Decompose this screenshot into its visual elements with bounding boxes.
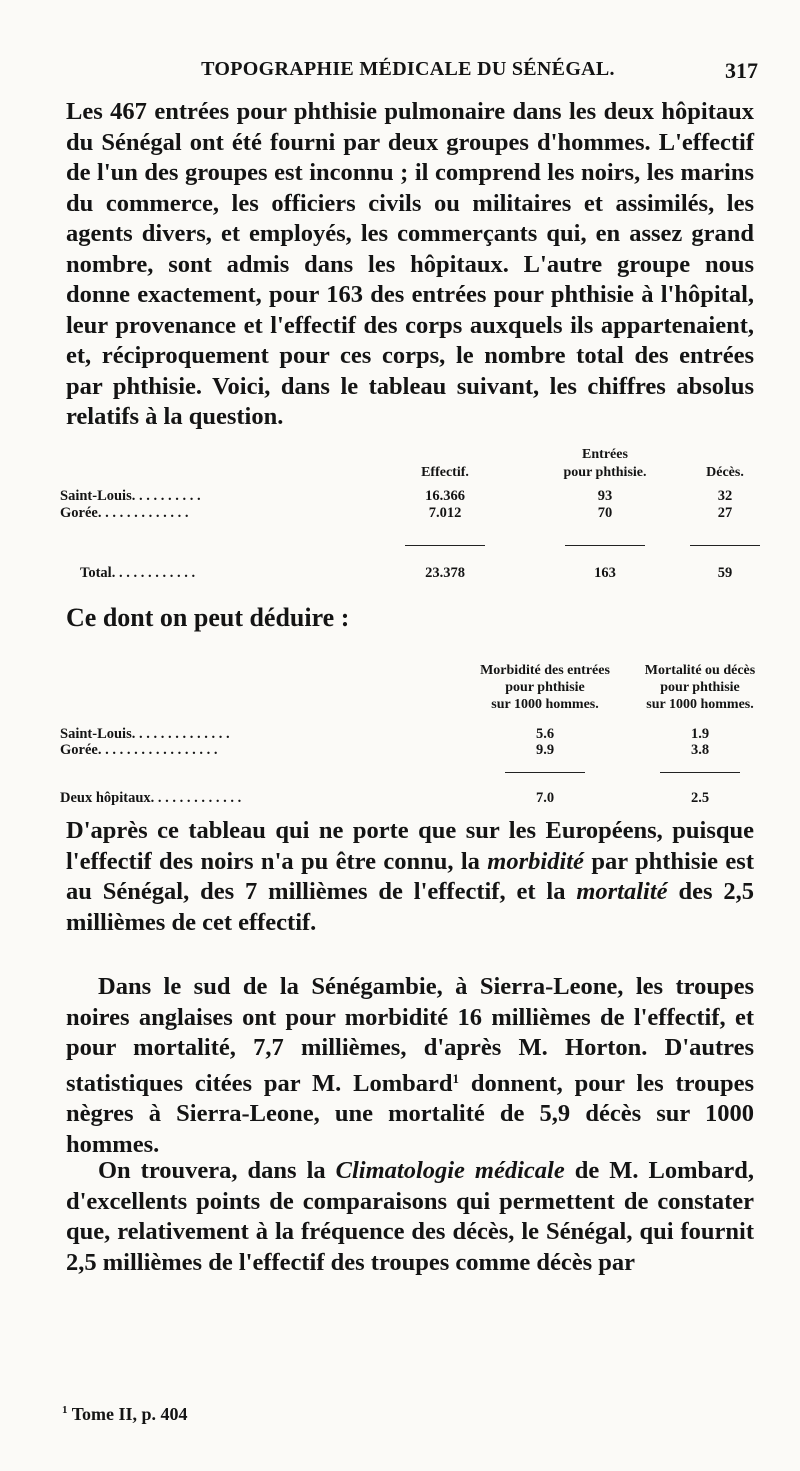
total-deces: 59: [717, 565, 733, 581]
book-title-climatologie: Climatologie médicale: [335, 1157, 565, 1184]
footnote-mark: 1: [62, 1404, 68, 1416]
col-header-entrees-bottom: pour phthisie.: [563, 465, 647, 480]
text-run: de M. Lombard, d'excellents points de comparaisons qui permettent de constater que, relativement à la fréquence des décès, le Sénégal, qui fournit 2,5 millièmes de l'effectif des troupes comme décès par: [66, 1157, 754, 1276]
emphasis-morbidite: morbidité: [487, 847, 584, 875]
deduction-heading: Ce dont on peut déduire :: [66, 603, 350, 632]
table-row: [60, 505, 754, 523]
col-header-morbidite-1: Morbidité des entrées: [480, 663, 610, 678]
table-absolute-figures: [60, 447, 754, 590]
col-header-mortalite-1: Mortalité ou décès: [644, 663, 756, 678]
row-label: Saint-Louis. . . . . . . . . . . . . .: [60, 726, 230, 742]
emphasis-mortalite: mortalité: [576, 878, 668, 905]
table-rates-per-1000: [60, 662, 754, 812]
sum-rule: [690, 545, 760, 546]
col-header-effectif: Effectif.: [421, 465, 469, 480]
footnote-text: Tome II, p. 404: [71, 1404, 188, 1424]
cell-deces: 27: [717, 505, 733, 521]
col-header-morbidite-2: pour phthisie: [505, 680, 585, 695]
cell-deces: 32: [717, 488, 733, 504]
text-run: Dans le sud de la Sénégambie, à Sierra-Leone, les troupes noires anglaises ont pour morbidité 16 millièmes de l'effectif, et pour mortalité, 7,7 millièmes, d'après M. Horton. D'autres statistiques citées par M. Lombard: [66, 973, 754, 1097]
total-effectif: 23.378: [425, 565, 465, 581]
row-label: Gorée. . . . . . . . . . . . .: [60, 505, 189, 521]
sum-rule: [405, 545, 485, 546]
col-header-mortalite-3: sur 1000 hommes.: [646, 697, 754, 712]
paragraph-sierra-leone: [66, 972, 754, 1160]
text-run: des 2,5 millièmes de cet effectif.: [66, 878, 754, 936]
cell-mortalite: 3.8: [690, 742, 710, 758]
text-run: donnent, pour les troupes nègres à Sierra-Leone, une mortalité de 5,9 décès sur 1000 hommes.: [66, 1069, 754, 1158]
paragraph-phthisie-entries: Les 467 entrées pour phthisie pulmonaire dans les deux hôpitaux du Sénégal ont été fourni par deux groupes d'hommes. L'effectif de l'un des groupes est inconnu ; il comprend les noirs, les marins du commerce, les officiers civils ou militaires et assimilés, les agents divers, et employés, les commerçants qui, en assez grand nombre, sont admis dans les hôpitaux. L'autre groupe nous donne exactement, pour 163 des entrées pour phthisie à l'hôpital, leur provenance et l'effectif des corps auxquels ils appartenaient, et, réciproquement pour ces corps, le nombre total des entrées par phthisie. Voici, dans le tableau suivant, les chiffres absolus relatifs à la question.: [66, 98, 754, 430]
row-label: Saint-Louis. . . . . . . . . .: [60, 488, 201, 504]
page-number: 317: [725, 58, 758, 83]
sum-rule: [505, 772, 585, 773]
text-run: On trouvera, dans la: [98, 1157, 336, 1184]
table-total-row: [60, 790, 754, 808]
total-label: Total. . . . . . . . . . . .: [80, 565, 196, 581]
text-run: par phthisie est au Sénégal, des 7 millièmes de l'effectif, et la: [66, 847, 755, 905]
sum-rule: [565, 545, 645, 546]
cell-effectif: 16.366: [425, 488, 465, 504]
cell-morbidite: 5.6: [535, 726, 555, 742]
table-row: [60, 488, 754, 506]
cell-entrees: 70: [597, 505, 613, 521]
table-row: [60, 742, 754, 760]
col-header-entrees-top: Entrées: [582, 447, 628, 462]
table-total-row: [60, 565, 754, 583]
total-mortalite: 2.5: [690, 790, 710, 806]
paragraph-climatologie: [66, 1156, 754, 1278]
cell-morbidite: 9.9: [535, 742, 555, 758]
paragraph-morbidity-mortality: [66, 816, 754, 938]
footnote: [62, 1404, 188, 1425]
col-header-mortalite-2: pour phthisie: [660, 680, 740, 695]
cell-effectif: 7.012: [428, 505, 462, 521]
row-label: Gorée. . . . . . . . . . . . . . . . .: [60, 742, 218, 758]
col-header-morbidite-3: sur 1000 hommes.: [491, 697, 599, 712]
cell-mortalite: 1.9: [690, 726, 710, 742]
cell-entrees: 93: [597, 488, 613, 504]
running-header: [58, 58, 758, 90]
sum-rule: [660, 772, 740, 773]
col-header-deces: Décès.: [706, 465, 744, 480]
total-entrees: 163: [594, 565, 616, 581]
text-run: D'après ce tableau qui ne porte que sur les Européens, puisque l'effectif des noirs n'a pu être connu, la: [66, 817, 754, 875]
running-title: TOPOGRAPHIE MÉDICALE DU SÉNÉGAL.: [201, 58, 615, 80]
footnote-reference[interactable]: 1: [452, 1070, 460, 1086]
total-morbidite: 7.0: [535, 790, 555, 806]
total-label: Deux hôpitaux. . . . . . . . . . . . .: [60, 790, 242, 806]
